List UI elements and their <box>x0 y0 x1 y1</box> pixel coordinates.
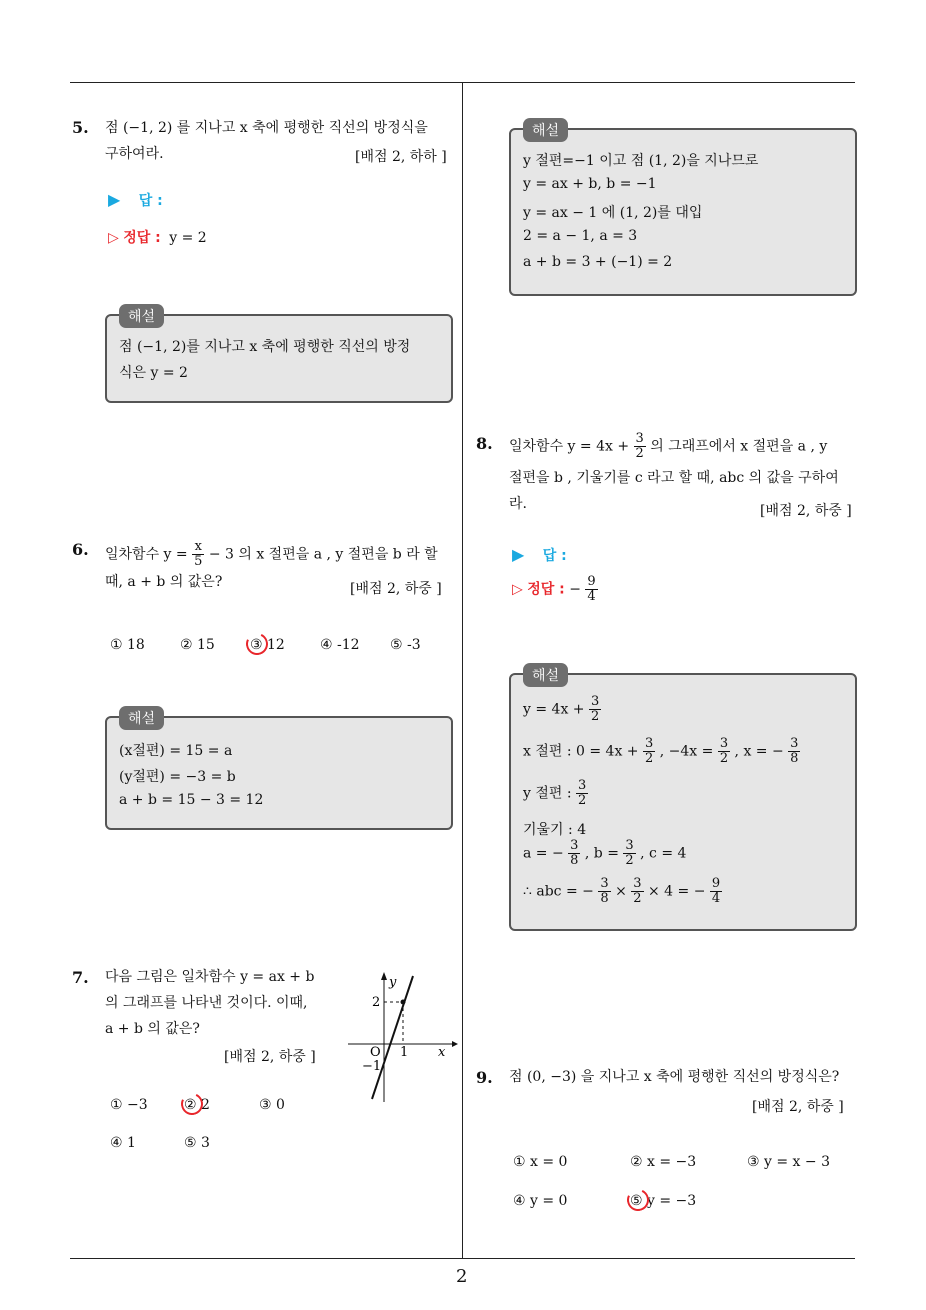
q8-correct-fraction: $\frac{9}{4}$ <box>587 574 596 604</box>
q9-choice-5[interactable]: ⑤ y = −3 <box>630 1193 697 1209</box>
q8-explanation-line3: y 절편 : $\frac{3}{2}$ <box>523 778 587 808</box>
column-divider <box>462 82 463 1258</box>
bottom-rule <box>70 1258 855 1259</box>
page-number: 2 <box>456 1266 468 1287</box>
q5-answer-label: 답 : <box>138 193 163 209</box>
q5-number: 5. <box>72 118 89 137</box>
q8-line2: 절편을 b , 기울기를 c 라고 할 때, abc 의 값을 구하여 <box>509 470 839 486</box>
q7-number: 7. <box>72 968 89 987</box>
q6-explanation-line3: a + b = 15 − 3 = 12 <box>119 792 264 808</box>
q5-explanation-line1: 점 (−1, 2)를 지나고 x 축에 평행한 직선의 방정 <box>119 339 411 355</box>
y-axis-arrow <box>381 972 387 980</box>
graph-tick-y: 2 <box>372 995 381 1010</box>
q7-choice-3[interactable]: ③ 0 <box>259 1097 285 1113</box>
q7-choice-2[interactable]: ② 2 <box>184 1097 210 1113</box>
q6-explanation-line1: (x절편) = 15 = a <box>119 743 233 759</box>
q8-answer-row <box>512 545 567 565</box>
point-marker <box>401 1000 406 1005</box>
answer-arrow-icon: ▶ <box>512 545 525 564</box>
q6-explanation-line2: (y절편) = −3 = b <box>119 769 236 785</box>
q8-fraction: $\frac{3}{2}$ <box>635 431 644 461</box>
q5-explanation-box <box>105 309 453 403</box>
q7-explanation-box <box>509 123 857 296</box>
q9-selected-mark <box>624 1186 652 1214</box>
q5-line1: 점 (−1, 2) 를 지나고 x 축에 평행한 직선의 방정식을 <box>105 120 428 136</box>
graph-tick-x: 1 <box>400 1045 409 1060</box>
q9-choice-3[interactable]: ③ y = x − 3 <box>747 1154 830 1170</box>
q5-score: [배점 2, 하하 ] <box>355 149 447 165</box>
q7-selected-mark <box>178 1090 206 1118</box>
q8-correct-row <box>512 575 598 604</box>
q7-score: [배점 2, 하중 ] <box>224 1049 316 1065</box>
q6-explanation-box <box>105 711 453 830</box>
q7-line3: a + b 의 값은? <box>105 1021 200 1037</box>
q9-number: 9. <box>476 1068 493 1087</box>
q6-line1: 일차함수 y = $\frac{x}{5}$ − 3 의 x 절편을 a , y 절편을 b 라 할 <box>105 539 438 569</box>
q8-explanation-box <box>509 668 857 931</box>
q5-correct-value: y = 2 <box>169 230 207 246</box>
q5-line2: 구하여라. <box>105 146 164 162</box>
q7-explanation-line2: y = ax + b, b = −1 <box>523 176 657 192</box>
q9-score: [배점 2, 하중 ] <box>752 1099 844 1115</box>
q7-explanation-line1: y 절편=−1 이고 점 (1, 2)을 지나므로 <box>523 153 759 169</box>
q7-text <box>105 964 314 1042</box>
answer-arrow-icon: ▶ <box>108 190 121 209</box>
q8-explanation-line1: y = 4x + $\frac{3}{2}$ <box>523 694 600 724</box>
q6-explanation-tag: 해설 <box>119 706 164 730</box>
q7-line2: 의 그래프를 나타낸 것이다. 이때, <box>105 995 308 1011</box>
q6-line2: 때, a + b 의 값은? <box>105 574 223 590</box>
q8-explanation-tag: 해설 <box>523 663 568 687</box>
q8-explanation-line2: x 절편 : 0 = 4x + $\frac{3}{2}$ , −4x = $\frac{3}{2}$ , x = − $\frac{3}{8}$ <box>523 736 799 766</box>
correct-arrow-icon: ▷ <box>512 581 523 598</box>
q6-choice-3[interactable]: ③ 12 <box>250 637 285 653</box>
q8-explanation-line6: ∴ abc = − $\frac{3}{8}$ × $\frac{3}{2}$ × 4 = − $\frac{9}{4}$ <box>523 876 721 906</box>
q6-fraction: $\frac{x}{5}$ <box>194 539 203 569</box>
q5-correct-label: 정답 : <box>123 230 161 246</box>
q7-choice-5[interactable]: ⑤ 3 <box>184 1135 210 1151</box>
q5-explanation-tag: 해설 <box>119 304 164 328</box>
q7-choice-1[interactable]: ① −3 <box>110 1097 148 1113</box>
q8-number: 8. <box>476 434 493 453</box>
q7-line1: 다음 그림은 일차함수 y = ax + b <box>105 969 315 985</box>
q7-explanation-line3: y = ax − 1 에 (1, 2)를 대입 <box>523 205 703 221</box>
q5-answer-row <box>108 190 163 210</box>
q6-choice-1[interactable]: ① 18 <box>110 637 145 653</box>
q8-explanation-line5: a = − $\frac{3}{8}$ , b = $\frac{3}{2}$ , c = 4 <box>523 838 687 868</box>
x-axis-arrow <box>452 1041 458 1047</box>
q8-line3: 라. <box>509 496 527 512</box>
q6-choice-4[interactable]: ④ -12 <box>320 637 360 653</box>
q6-score: [배점 2, 하중 ] <box>350 581 442 597</box>
q9-line1: 점 (0, −3) 을 지나고 x 축에 평행한 직선의 방정식은? <box>509 1069 840 1085</box>
q5-correct-row <box>108 227 207 247</box>
q7-choice-4[interactable]: ④ 1 <box>110 1135 136 1151</box>
graph-y-label: y <box>389 975 397 990</box>
q9-choice-4[interactable]: ④ y = 0 <box>513 1193 568 1209</box>
q6-choice-5[interactable]: ⑤ -3 <box>390 637 421 653</box>
q8-correct-sign: − <box>569 581 581 598</box>
graph-tick-neg: −1 <box>362 1059 382 1074</box>
q7-explanation-line4: 2 = a − 1, a = 3 <box>523 228 638 244</box>
q7-explanation-tag: 해설 <box>523 118 568 142</box>
graph-x-label: x <box>438 1045 446 1060</box>
q8-explanation-line4: 기울기 : 4 <box>523 822 587 838</box>
q6-selected-mark <box>243 630 271 658</box>
q8-score: [배점 2, 하중 ] <box>760 503 852 519</box>
q6-number: 6. <box>72 540 89 559</box>
q9-choice-2[interactable]: ② x = −3 <box>630 1154 697 1170</box>
correct-arrow-icon: ▷ <box>108 230 119 246</box>
q9-choice-1[interactable]: ① x = 0 <box>513 1154 568 1170</box>
q8-line1: 일차함수 y = 4x + $\frac{3}{2}$ 의 그래프에서 x 절편을 a , y <box>509 431 828 461</box>
q8-correct-label: 정답 : <box>527 581 565 598</box>
q8-answer-label: 답 : <box>542 548 567 564</box>
q5-explanation-line2: 식은 y = 2 <box>119 365 188 381</box>
graph-origin-label: O <box>370 1045 381 1060</box>
q7-explanation-line5: a + b = 3 + (−1) = 2 <box>523 254 673 270</box>
q7-graph <box>340 968 460 1108</box>
q6-choice-2[interactable]: ② 15 <box>180 637 215 653</box>
